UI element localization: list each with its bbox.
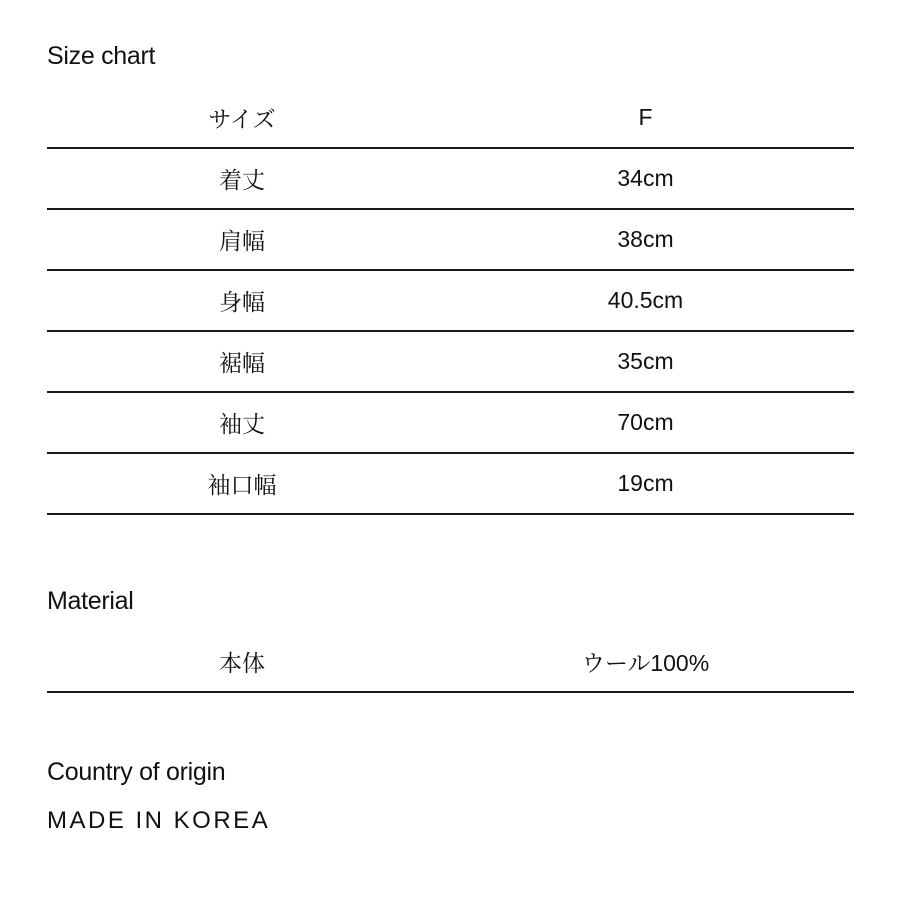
table-row xyxy=(47,632,854,693)
row-value: 35cm xyxy=(617,348,674,374)
row-value: 70cm xyxy=(617,409,674,435)
row-label: 本体 xyxy=(219,650,265,676)
country-of-origin-heading: Country of origin xyxy=(47,758,226,786)
row-value: ウール100% xyxy=(581,650,710,676)
table-row xyxy=(47,454,854,515)
table-row xyxy=(47,210,854,271)
row-label: 裾幅 xyxy=(219,350,265,376)
table-row xyxy=(47,149,854,210)
row-label: 肩幅 xyxy=(219,228,265,254)
size-header-value: F xyxy=(638,104,653,130)
table-row xyxy=(47,393,854,454)
material-table xyxy=(47,632,854,693)
row-value: 34cm xyxy=(617,165,674,191)
row-label: 身幅 xyxy=(219,289,265,315)
table-row xyxy=(47,271,854,332)
row-label: 袖丈 xyxy=(219,411,265,437)
size-chart-table xyxy=(47,88,854,515)
country-of-origin-value: MADE IN KOREA xyxy=(47,807,271,834)
size-header-label: サイズ xyxy=(208,106,276,132)
row-value: 38cm xyxy=(617,226,674,252)
table-row xyxy=(47,332,854,393)
size-chart-heading: Size chart xyxy=(47,42,156,70)
row-value: 19cm xyxy=(617,470,674,496)
size-chart-header-row xyxy=(47,88,854,149)
material-heading: Material xyxy=(47,587,134,615)
row-value: 40.5cm xyxy=(607,287,684,313)
row-label: 袖口幅 xyxy=(207,472,277,498)
row-label: 着丈 xyxy=(219,167,265,193)
